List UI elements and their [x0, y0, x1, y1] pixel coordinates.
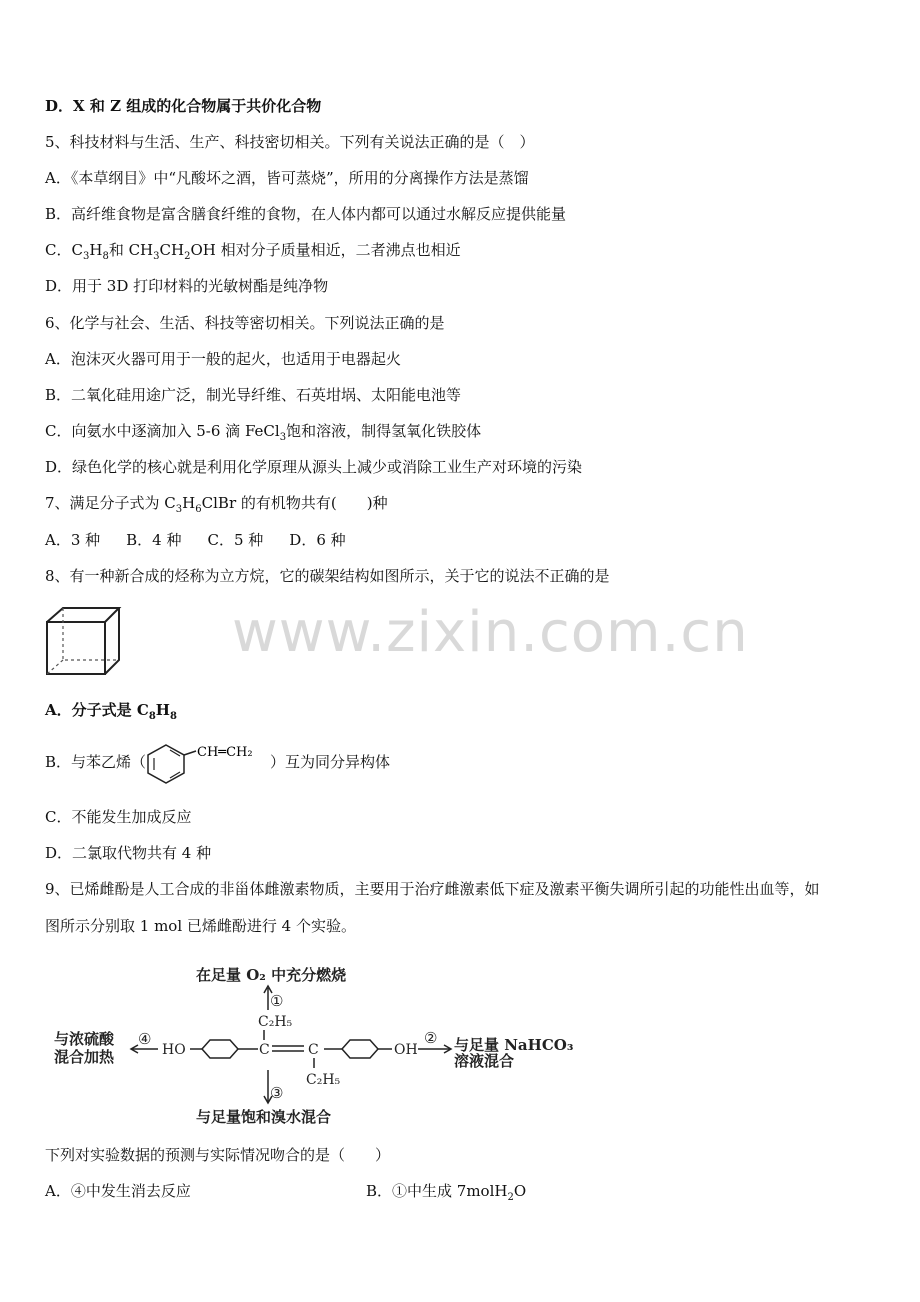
q7-stem: 7、满足分子式为 $C_3H_6ClBr$ 的有机物共有( )种: [45, 494, 388, 515]
q5-option-c: C．$C_3H_8$和 $CH_3CH_2OH$ 相对分子质量相近，二者沸点也相近: [45, 241, 461, 262]
q6-stem: 6、化学与社会、生活、科技等密切相关。下列说法正确的是: [45, 314, 445, 332]
q5-option-b: B．高纤维食物是富含膳食纤维的食物，在人体内都可以通过水解反应提供能量: [45, 205, 567, 223]
q8-option-c: C．不能发生加成反应: [45, 808, 192, 826]
styrene-vinyl-label: CH═CH₂: [197, 745, 253, 760]
ho-group: HO: [162, 1042, 186, 1058]
q9-stem-line1: 9、已烯雌酚是人工合成的非甾体雌激素物质，主要用于治疗雌激素低下症及激素平衡失调所引起的功能性出血等，如: [45, 880, 820, 898]
q6-option-c: C．向氨水中逐滴加入 5-6 滴 FeCl$_3$饱和溶液，制得氢氧化铁胶体: [45, 422, 482, 443]
q9-option-b: B．①中生成 7molH$_2$O: [366, 1182, 527, 1203]
carbon-right: C: [308, 1042, 319, 1058]
q8-option-a: A．分子式是 $C_8H_8$: [45, 701, 177, 722]
q8-option-d: D．二氯取代物共有 4 种: [45, 844, 212, 862]
q7-option-b: B．4 种: [126, 531, 182, 549]
q9-option-a: A．④中发生消去反应: [45, 1182, 191, 1200]
oh-group: OH: [394, 1042, 418, 1058]
q4-option-d: D．X 和 Z 组成的化合物属于共价化合物: [45, 97, 322, 115]
exp4-number: ④: [138, 1030, 152, 1048]
q5-option-a: A．《本草纲目》中“凡酸坏之酒，皆可蒸烧”，所用的分离操作方法是蒸馏: [45, 169, 529, 187]
exp3-label: 与足量饱和溴水混合: [196, 1108, 332, 1126]
q7-option-d: D．6 种: [289, 531, 346, 549]
exp3-number: ③: [270, 1084, 284, 1102]
q8-stem: 8、有一种新合成的烃称为立方烷，它的碳架结构如图所示，关于它的说法不正确的是: [45, 567, 610, 585]
exp4-label-2: 混合加热: [54, 1048, 115, 1066]
q5-stem: 5、科技材料与生活、生产、科技密切相关。下列有关说法正确的是（ ）: [45, 133, 535, 151]
q7-option-a: A．3 种: [45, 531, 101, 549]
q5-option-d: D．用于 3D 打印材料的光敏树酯是纯净物: [45, 277, 329, 295]
carbon-left: C: [259, 1042, 270, 1058]
q6-option-b: B．二氧化硅用途广泛，制光导纤维、石英坩埚、太阳能电池等: [45, 386, 462, 404]
ethyl-bottom: C₂H₅: [306, 1072, 341, 1088]
q9-question: 下列对实验数据的预测与实际情况吻合的是（ ）: [45, 1146, 391, 1164]
q6-option-d: D．绿色化学的核心就是利用化学原理从源头上减少或消除工业生产对环境的污染: [45, 458, 583, 476]
exp1-label: 在足量 O₂ 中充分燃烧: [196, 966, 347, 984]
hexestrol-experiment-diagram: [40, 960, 600, 1130]
q7-option-c: C．5 种: [207, 531, 264, 549]
ethyl-top: C₂H₅: [258, 1014, 293, 1030]
exp2-label-1: 与足量 NaHCO₃: [454, 1036, 574, 1054]
cubane-cube-figure: [44, 605, 124, 677]
q9-stem-line2: 图所示分别取 1 mol 已烯雌酚进行 4 个实验。: [45, 917, 356, 935]
watermark: www.zixin.com.cn: [232, 600, 749, 665]
q7-options: [45, 530, 372, 550]
exp2-number: ②: [424, 1029, 438, 1047]
q6-option-a: A．泡沫灭火器可用于一般的起火，也适用于电器起火: [45, 350, 401, 368]
styrene-structure: [142, 739, 270, 787]
exp1-number: ①: [270, 992, 284, 1010]
exp4-label-1: 与浓硫酸: [54, 1030, 115, 1048]
exp2-label-2: 溶液混合: [454, 1052, 515, 1070]
q8-option-b: B．与苯乙烯（ CH═CH₂ ）互为同分异构体: [45, 752, 390, 773]
